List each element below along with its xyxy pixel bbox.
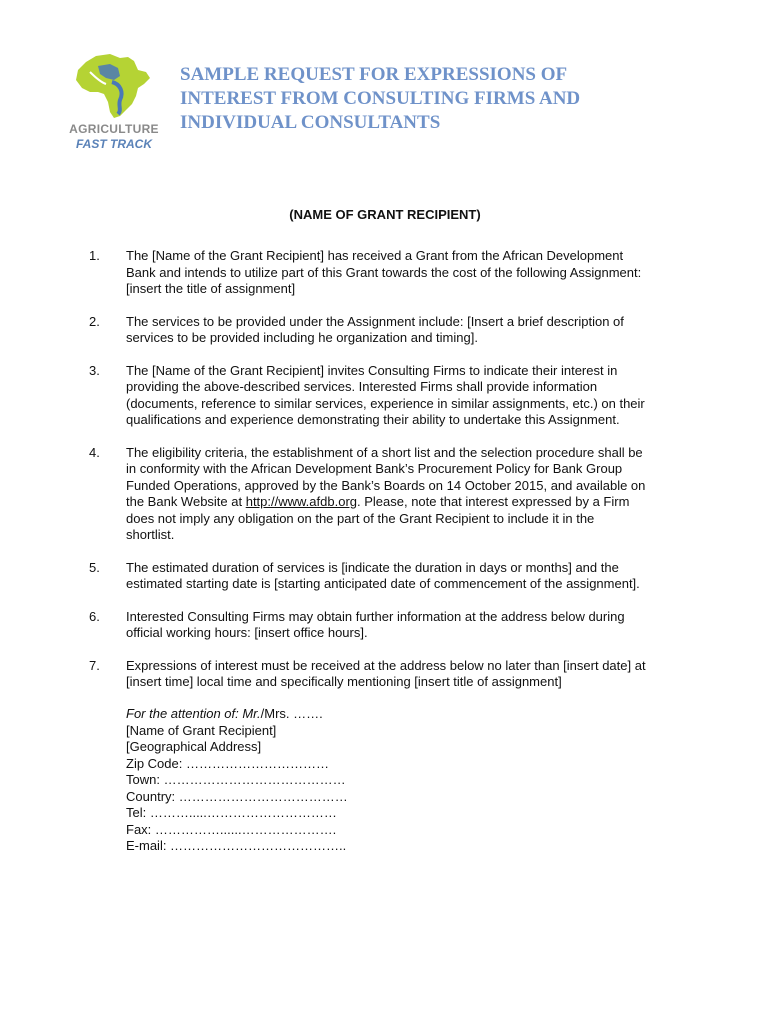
attention-label: For the attention of: Mr.: [126, 706, 261, 721]
address-line: Town: ……………………………………: [126, 772, 346, 787]
list-item: [0, 363, 770, 429]
afdb-website-link[interactable]: http://www.afdb.org: [245, 494, 357, 509]
item-number: 6.: [89, 608, 100, 624]
text-line: [insert the title of assignment]: [126, 281, 296, 296]
text-line: [126, 494, 686, 511]
text-line: estimated starting date is [starting anticipated date of commencement of the assignment].: [126, 576, 640, 591]
grant-recipient-heading: (NAME OF GRANT RECIPIENT): [289, 207, 481, 222]
title-line: INDIVIDUAL CONSULTANTS: [180, 112, 441, 133]
item-number: 4.: [89, 444, 100, 460]
text-segment: . Please, note that interest expressed by a Firm: [357, 494, 630, 509]
item-text: [126, 658, 686, 691]
text-line: The [Name of the Grant Recipient] has received a Grant from the African Development: [126, 248, 624, 263]
attention-address-block: [126, 706, 348, 855]
text-line: services to be provided including he organization and timing].: [126, 330, 478, 345]
text-line: providing the above-described services. Interested Firms shall provide information: [126, 379, 598, 394]
attention-line: [126, 706, 348, 723]
item-number: 7.: [89, 657, 100, 673]
list-item: [0, 314, 770, 347]
text-line: [insert time] local time and specifically mentioning [insert title of assignment]: [126, 674, 562, 689]
text-line: The eligibility criteria, the establishment of a short list and the selection procedure shall be: [126, 444, 643, 460]
item-number: 2.: [89, 313, 100, 329]
text-line: in conformity with the African Development Bank’s Procurement Policy for Bank Group: [126, 461, 623, 476]
text-line: does not imply any obligation on the part of the Grant Recipient to include it in the: [126, 510, 595, 526]
document-title: [180, 63, 650, 135]
address-line: [Name of Grant Recipient]: [126, 722, 277, 738]
item-text: [126, 560, 686, 593]
agriculture-fast-track-logo: [60, 52, 170, 156]
address-line: Zip Code: ……………………………: [126, 755, 329, 771]
text-line: Funded Operations, approved by the Bank’s Boards on 14 October 2015, and available on: [126, 477, 646, 493]
title-line: SAMPLE REQUEST FOR EXPRESSIONS OF: [180, 64, 568, 85]
logo-text-agriculture: AGRICULTURE: [69, 122, 159, 136]
list-item: [0, 248, 770, 298]
text-line: official working hours: [insert office hours].: [126, 625, 368, 640]
address-line: Tel: ……….....…………………………: [126, 805, 337, 820]
text-segment: the Bank Website at: [126, 494, 246, 509]
item-text: [126, 363, 686, 429]
attention-name: /Mrs. …….: [260, 706, 323, 721]
item-number: 3.: [89, 362, 100, 378]
item-text: [126, 609, 686, 642]
list-item: [0, 445, 770, 544]
address-line: E-mail: …………………………………..: [126, 838, 347, 853]
africa-map-icon: [66, 52, 158, 124]
address-line: Fax: ……………......………………….: [126, 821, 337, 837]
list-item: [0, 560, 770, 593]
title-line: INTEREST FROM CONSULTING FIRMS AND: [180, 88, 581, 109]
list-item: [0, 609, 770, 642]
text-line: shortlist.: [126, 527, 175, 542]
text-line: Bank and intends to utilize part of this Grant towards the cost of the following Assignment:: [126, 264, 642, 280]
text-line: The estimated duration of services is [indicate the duration in days or months] and the: [126, 559, 619, 575]
text-line: The services to be provided under the Assignment include: [Insert a brief description of: [126, 313, 624, 329]
address-line: [Geographical Address]: [126, 739, 262, 754]
list-item: [0, 658, 770, 691]
item-text: [126, 248, 686, 298]
text-line: Interested Consulting Firms may obtain further information at the address below during: [126, 608, 625, 624]
text-line: qualifications and experience demonstrating their ability to undertake this Assignment.: [126, 412, 620, 427]
item-text: [126, 314, 686, 347]
text-line: (documents, reference to similar services, experience in similar assignments, etc.) on their: [126, 395, 645, 411]
text-line: Expressions of interest must be received at the address below no later than [insert date] at: [126, 657, 646, 673]
text-line: The [Name of the Grant Recipient] invites Consulting Firms to indicate their interest in: [126, 362, 618, 378]
address-line: Country: …………………………………: [126, 788, 348, 804]
logo-text-fast-track: FAST TRACK: [76, 137, 152, 151]
item-text: [126, 445, 686, 544]
item-number: 1.: [89, 248, 100, 263]
numbered-list: [0, 248, 770, 691]
item-number: 5.: [89, 559, 100, 575]
